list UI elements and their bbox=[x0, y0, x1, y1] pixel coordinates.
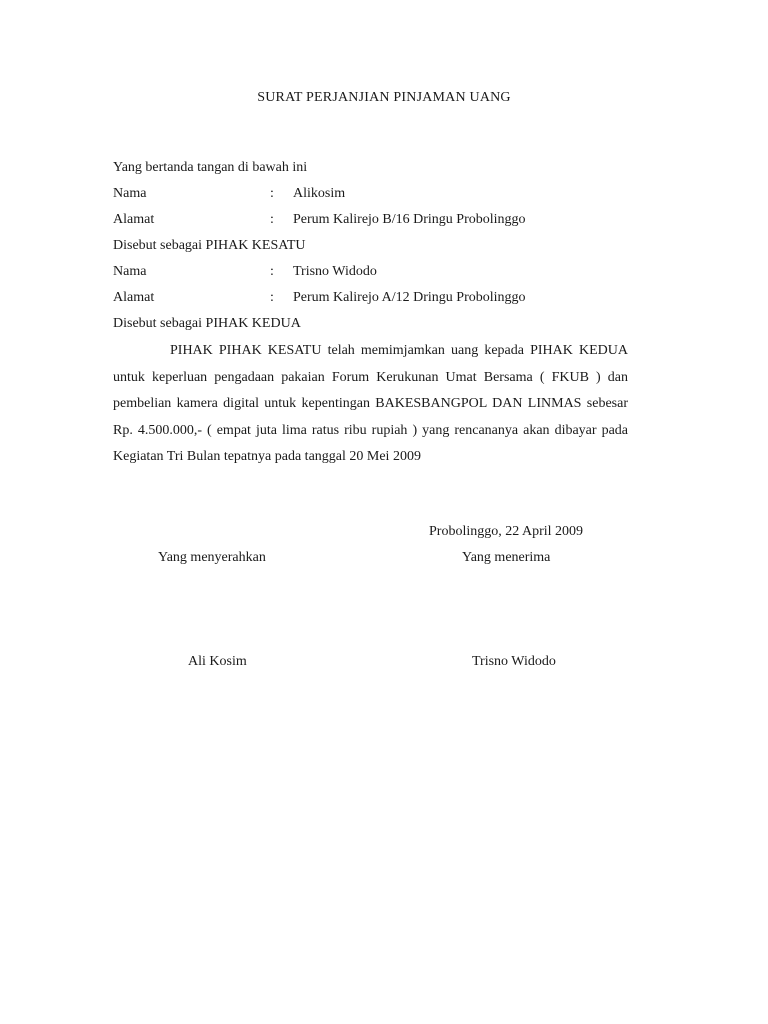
signature-left-role: Yang menyerahkan bbox=[158, 550, 266, 565]
document-title: SURAT PERJANJIAN PINJAMAN UANG bbox=[257, 90, 511, 105]
party1-name-colon: : bbox=[270, 186, 274, 201]
party1-address-colon: : bbox=[270, 212, 274, 227]
party2-name-row bbox=[113, 264, 633, 284]
signature-left-name: Ali Kosim bbox=[188, 654, 247, 669]
party2-name-colon: : bbox=[270, 264, 274, 279]
party1-address-label: Alamat bbox=[113, 212, 155, 227]
intro-text: Yang bertanda tangan di bawah ini bbox=[113, 160, 308, 175]
party1-address-row bbox=[113, 212, 633, 232]
party1-address-value: Perum Kalirejo B/16 Dringu Probolinggo bbox=[293, 212, 526, 227]
party2-address-colon: : bbox=[270, 290, 274, 305]
signature-right-role: Yang menerima bbox=[462, 550, 551, 565]
party1-designation: Disebut sebagai PIHAK KESATU bbox=[113, 238, 306, 253]
party1-name-label: Nama bbox=[113, 186, 147, 201]
party2-address-row bbox=[113, 290, 633, 310]
agreement-paragraph: PIHAK PIHAK KESATU telah memimjamkan uang kepada PIHAK KEDUA untuk keperluan pengadaan pakaian Forum Kerukunan Umat Bersama ( FKUB ) dan pembelian kamera digital untuk kepentingan BAKESBANGPOL DAN LINMAS sebesar Rp. 4.500.000,- ( empat juta lima ratus ribu rupiah ) yang rencananya akan dibayar pada Kegiatan Tri Bulan tepatnya pada tanggal 20 Mei 2009 bbox=[113, 343, 628, 464]
party2-address-label: Alamat bbox=[113, 290, 155, 305]
party2-designation: Disebut sebagai PIHAK KEDUA bbox=[113, 316, 301, 331]
party2-name-value: Trisno Widodo bbox=[293, 264, 377, 279]
party2-name-label: Nama bbox=[113, 264, 147, 279]
party2-address-value: Perum Kalirejo A/12 Dringu Probolinggo bbox=[293, 290, 526, 305]
party1-name-value: Alikosim bbox=[293, 186, 346, 201]
signature-right-name: Trisno Widodo bbox=[472, 654, 556, 669]
party1-name-row bbox=[113, 186, 633, 206]
place-date: Probolinggo, 22 April 2009 bbox=[429, 524, 584, 539]
